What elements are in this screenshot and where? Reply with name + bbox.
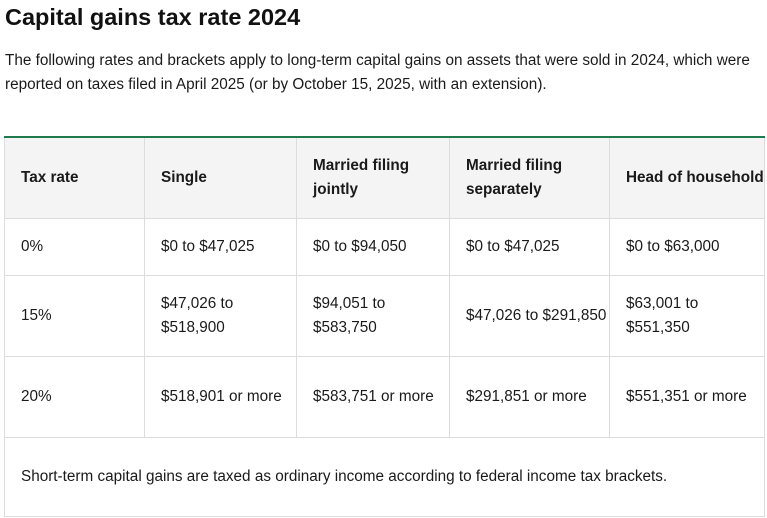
table-note-row: [5, 438, 765, 517]
table-cell: $63,001 to $551,350: [610, 276, 765, 357]
table-cell: $0 to $47,025: [145, 219, 297, 276]
table-cell: 20%: [5, 357, 145, 438]
table-cell: 0%: [5, 219, 145, 276]
table-row: [5, 276, 765, 357]
header-tax-rate: Tax rate: [5, 137, 145, 219]
header-single: Single: [145, 137, 297, 219]
table-header-row: [5, 137, 765, 219]
table-cell: $0 to $47,025: [450, 219, 610, 276]
table-cell: $0 to $63,000: [610, 219, 765, 276]
table-cell: 15%: [5, 276, 145, 357]
capital-gains-rates-table: [4, 136, 765, 517]
table-row: [5, 219, 765, 276]
intro-paragraph: The following rates and brackets apply to long-term capital gains on assets that were sold in 2024, which were reported on taxes filed in April 2025 (or by October 15, 2025, with an extension).: [5, 52, 750, 93]
header-married-jointly: Married filing jointly: [297, 137, 450, 219]
header-head-of-household: Head of household: [610, 137, 765, 219]
table-cell: $551,351 or more: [610, 357, 765, 438]
table-cell: $291,851 or more: [450, 357, 610, 438]
table-cell: $47,026 to $291,850: [450, 276, 610, 357]
header-married-separately: Married filing separately: [450, 137, 610, 219]
table-row: [5, 357, 765, 438]
table-cell: $583,751 or more: [297, 357, 450, 438]
table-note: Short-term capital gains are taxed as ordinary income according to federal income tax brackets.: [5, 438, 765, 517]
table-cell: $0 to $94,050: [297, 219, 450, 276]
table-cell: $47,026 to $518,900: [145, 276, 297, 357]
page-title: Capital gains tax rate 2024: [5, 4, 301, 30]
table-cell: $94,051 to $583,750: [297, 276, 450, 357]
table-cell: $518,901 or more: [145, 357, 297, 438]
